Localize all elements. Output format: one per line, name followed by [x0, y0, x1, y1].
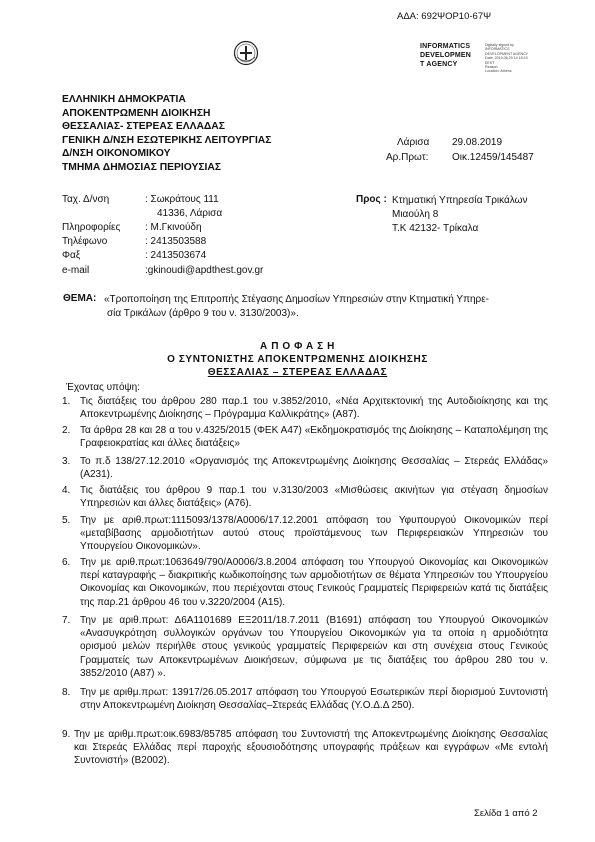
signature-line: Reason:	[485, 65, 499, 70]
item-number: 2.	[62, 425, 71, 436]
recipient-line: Τ.Κ 42132- Τρίκαλα	[392, 223, 479, 234]
fax-label: Φαξ	[62, 250, 81, 261]
decision-region: ΘΕΣΣΑΛΙΑΣ – ΣΤΕΡΕΑΣ ΕΛΛΑΔΑΣ	[207, 367, 388, 378]
email-label: e-mail	[62, 265, 90, 276]
digital-signature-block	[485, 43, 528, 74]
item-text: Την με αριθμ.πρωτ: 13917/26.05.2017 απόφαση του Υπουργού Εσωτερικών περί διορισμού Συντονιστή στην Αποκεντρωμένη Διοίκηση Θεσσαλίας–Στερεάς Ελλάδας (Υ.Ο.Δ.Δ 250).	[80, 687, 548, 712]
logo-line: INFORMATICS	[420, 43, 471, 50]
address-value: : Σωκράτους 111	[145, 194, 219, 205]
considering-intro: Έχοντας υπόψη:	[66, 382, 140, 393]
list-item	[62, 728, 548, 768]
list-item	[62, 395, 548, 421]
list-item	[62, 556, 548, 609]
subject-label: ΘΕΜΑ:	[63, 293, 97, 304]
header-line: ΓΕΝΙΚΗ Δ/ΝΣΗ ΕΣΩΤΕΡΙΚΗΣ ΛΕΙΤΟΥΡΓΙΑΣ	[62, 134, 272, 146]
item-text: Το π.δ 138/27.12.2010 «Οργανισμός της Αποκεντρωμένης Διοίκησης Θεσσαλίας – Στερεάς Ελλάδας» (Α231).	[80, 456, 548, 481]
address-label: Ταχ. Δ/νση	[62, 194, 110, 205]
list-item	[62, 455, 548, 481]
meta-labels	[386, 135, 429, 165]
item-text: Την με αριθ.πρωτ: Δ6Α1101689 ΕΞ2011/18.7.2011 (Β1691) απόφαση του Υπουργού Οικονομικών «Ανασυγκρότηση συλλογικών οργάνων του Υπουργείου Οικονομικών για τα οποία η αρμοδιότητα ορισμού μελών περιήλθε στους γενικούς γραμματείς Περιφερειών και στη συνέχεια στους Γενικούς Γραμματείς των Αποκεντρωμένων Διοικήσεων, σύμφωνα με τις διατάξεις του άρθρου 280 του ν. 3852/2010 (Α87) ».	[80, 615, 548, 679]
signature-line: Digitally signed by	[485, 43, 514, 47]
informatics-agency-logo	[420, 42, 471, 69]
info-label: Πληροφορίες	[62, 222, 121, 233]
list-item	[62, 424, 548, 450]
subject-line: «Τροποποίηση της Επιτροπής Στέγασης Δημοσίων Υπηρεσιών στην Κτηματική Υπηρε-	[104, 294, 490, 305]
item-number: 5.	[62, 515, 71, 526]
authority-header	[62, 93, 271, 174]
signature-line: Location: Athens	[485, 69, 512, 74]
list-item	[62, 614, 548, 680]
item-number: 9.	[62, 729, 71, 740]
decision-authority: Ο ΣΥΝΤΟΝΙΣΤΗΣ ΑΠΟΚΕΝΤΡΩΜΕΝΗΣ ΔΙΟΙΚΗΣΗΣ	[167, 354, 428, 365]
greek-seal-icon	[233, 40, 259, 66]
email-value: :gkinoudi@apdthest.gov.gr	[145, 265, 264, 276]
item-text: Τις διατάξεις του άρθρου 9 παρ.1 του ν.3130/2003 «Μισθώσεις ακινήτων για στέγαση δημοσίων Υπηρεσιών και άλλες διατάξεις» (Α76).	[80, 485, 548, 510]
item-text: Τα άρθρα 28 και 28 α του ν.4325/2015 (ΦΕΚ Α47) «Εκδημοκρατισμός της Διοίκησης – Καταπολέμηση της Γραφειοκρατίας και άλλες διατάξεις»	[80, 425, 548, 450]
signature-line: Date: 2019.08.29 14:18:15	[485, 56, 528, 61]
subject-text	[104, 293, 544, 321]
item-number: 6.	[62, 557, 71, 568]
recipient-block	[392, 194, 527, 236]
item-number: 3.	[62, 456, 71, 467]
item-number: 8.	[62, 687, 71, 698]
header-line: Δ/ΝΣΗ ΟΙΚΟΝΟΜΙΚΟΥ	[62, 148, 171, 159]
item-text: Την με αριθμ.πρωτ:οικ.6983/85785 απόφαση του Συντονιστή της Αποκεντρωμένης Διοίκησης Θεσσαλίας και Στερεάς Ελλάδας περί παροχής εξουσιοδότησης υπογραφής πράξεων και εγγράφων «Με εντολή Συντονιστή» (Β2002).	[74, 729, 548, 767]
item-text: Τις διατάξεις του άρθρου 280 παρ.1 του ν.3852/2010, «Νέα Αρχιτεκτονική της Αυτοδιοίκησης και της Αποκεντρωμένης Διοίκησης – Πρόγραμμα Καλλικράτης» (Α87).	[80, 396, 548, 421]
protocol-label: Αρ.Πρωτ:	[386, 152, 429, 163]
item-number: 1.	[62, 396, 71, 407]
protocol-number: Οικ.12459/145487	[452, 152, 534, 163]
phone-value: : 2413503588	[145, 236, 207, 247]
signature-line: DEVELOPMENT AGENCY	[485, 51, 529, 56]
recipient-line: Κτηματική Υπηρεσία Τρικάλων	[392, 195, 528, 206]
logo-line: T AGENCY	[420, 61, 458, 68]
list-item	[62, 514, 548, 554]
meta-values	[452, 135, 534, 165]
item-number: 4.	[62, 485, 71, 496]
place-label: Λάρισα	[397, 137, 430, 148]
list-item	[62, 484, 548, 510]
info-value: : Μ.Γκινούδη	[145, 222, 202, 233]
document-date: 29.08.2019	[452, 137, 503, 148]
page-number: Σελίδα 1 από 2	[474, 808, 538, 819]
header-line: ΑΠΟΚΕΝΤΡΩΜΕΝΗ ΔΙΟΙΚΗΣΗ	[62, 107, 211, 119]
recipient-label: Προς :	[356, 194, 387, 205]
fax-value: : 2413503674	[145, 250, 207, 261]
signature-line: INFORMATICS	[485, 47, 510, 52]
phone-label: Τηλέφωνο	[62, 236, 108, 247]
subject-line: σία Τρικάλων (άρθρο 9 του ν. 3130/2003)».	[107, 308, 299, 319]
decision-title: Α Π Ο Φ Α Σ Η	[260, 341, 335, 352]
item-text: Την με αριθ.πρωτ:1115093/1378/Α0006/17.12.2001 απόφαση του Υφυπουργού Οικονομικών περί «μεταβίβασης αρμοδιοτήτων αυτού στους προϊστάμενους των Περιφερειακών Υπηρεσιών του Υπουργείου Οικονομικών».	[80, 515, 548, 553]
signature-line: EEST	[485, 60, 495, 65]
header-line: ΘΕΣΣΑΛΙΑΣ- ΣΤΕΡΕΑΣ ΕΛΛΑΔΑΣ	[62, 121, 225, 132]
header-line: ΤΜΗΜΑ ΔΗΜΟΣΙΑΣ ΠΕΡΙΟΥΣΙΑΣ	[62, 161, 222, 173]
list-item	[62, 686, 548, 712]
recipient-line: Μιαούλη 8	[392, 209, 439, 220]
ada-code: ΑΔΑ: 692ΨΟΡ10-67Ψ	[397, 11, 492, 22]
header-line: ΕΛΛΗΝΙΚΗ ΔΗΜΟΚΡΑΤΙΑ	[62, 94, 186, 105]
logo-line: DEVELOPMEN	[420, 52, 472, 59]
item-number: 7.	[62, 615, 71, 626]
address-city: 41336, Λάρισα	[157, 208, 223, 219]
item-text: Την με αριθ.πρωτ:1063649/790/Α0006/3.8.2004 απόφαση του Υπουργού Οικονομίας και Οικονομικών περί καταγραφής – διακριτικής κωδικοποίησης των αρμοδιοτήτων σε θέματα Υπηρεσιών του Υπουργείου Οικονομίας και Οικονομικών, που περιέχονται στους Γενικούς Γραμματείς Περιφερειών κατά τις διατάξεις της παρ.21 άρθρου 46 του ν.3220/2004 (Α15).	[80, 557, 548, 608]
